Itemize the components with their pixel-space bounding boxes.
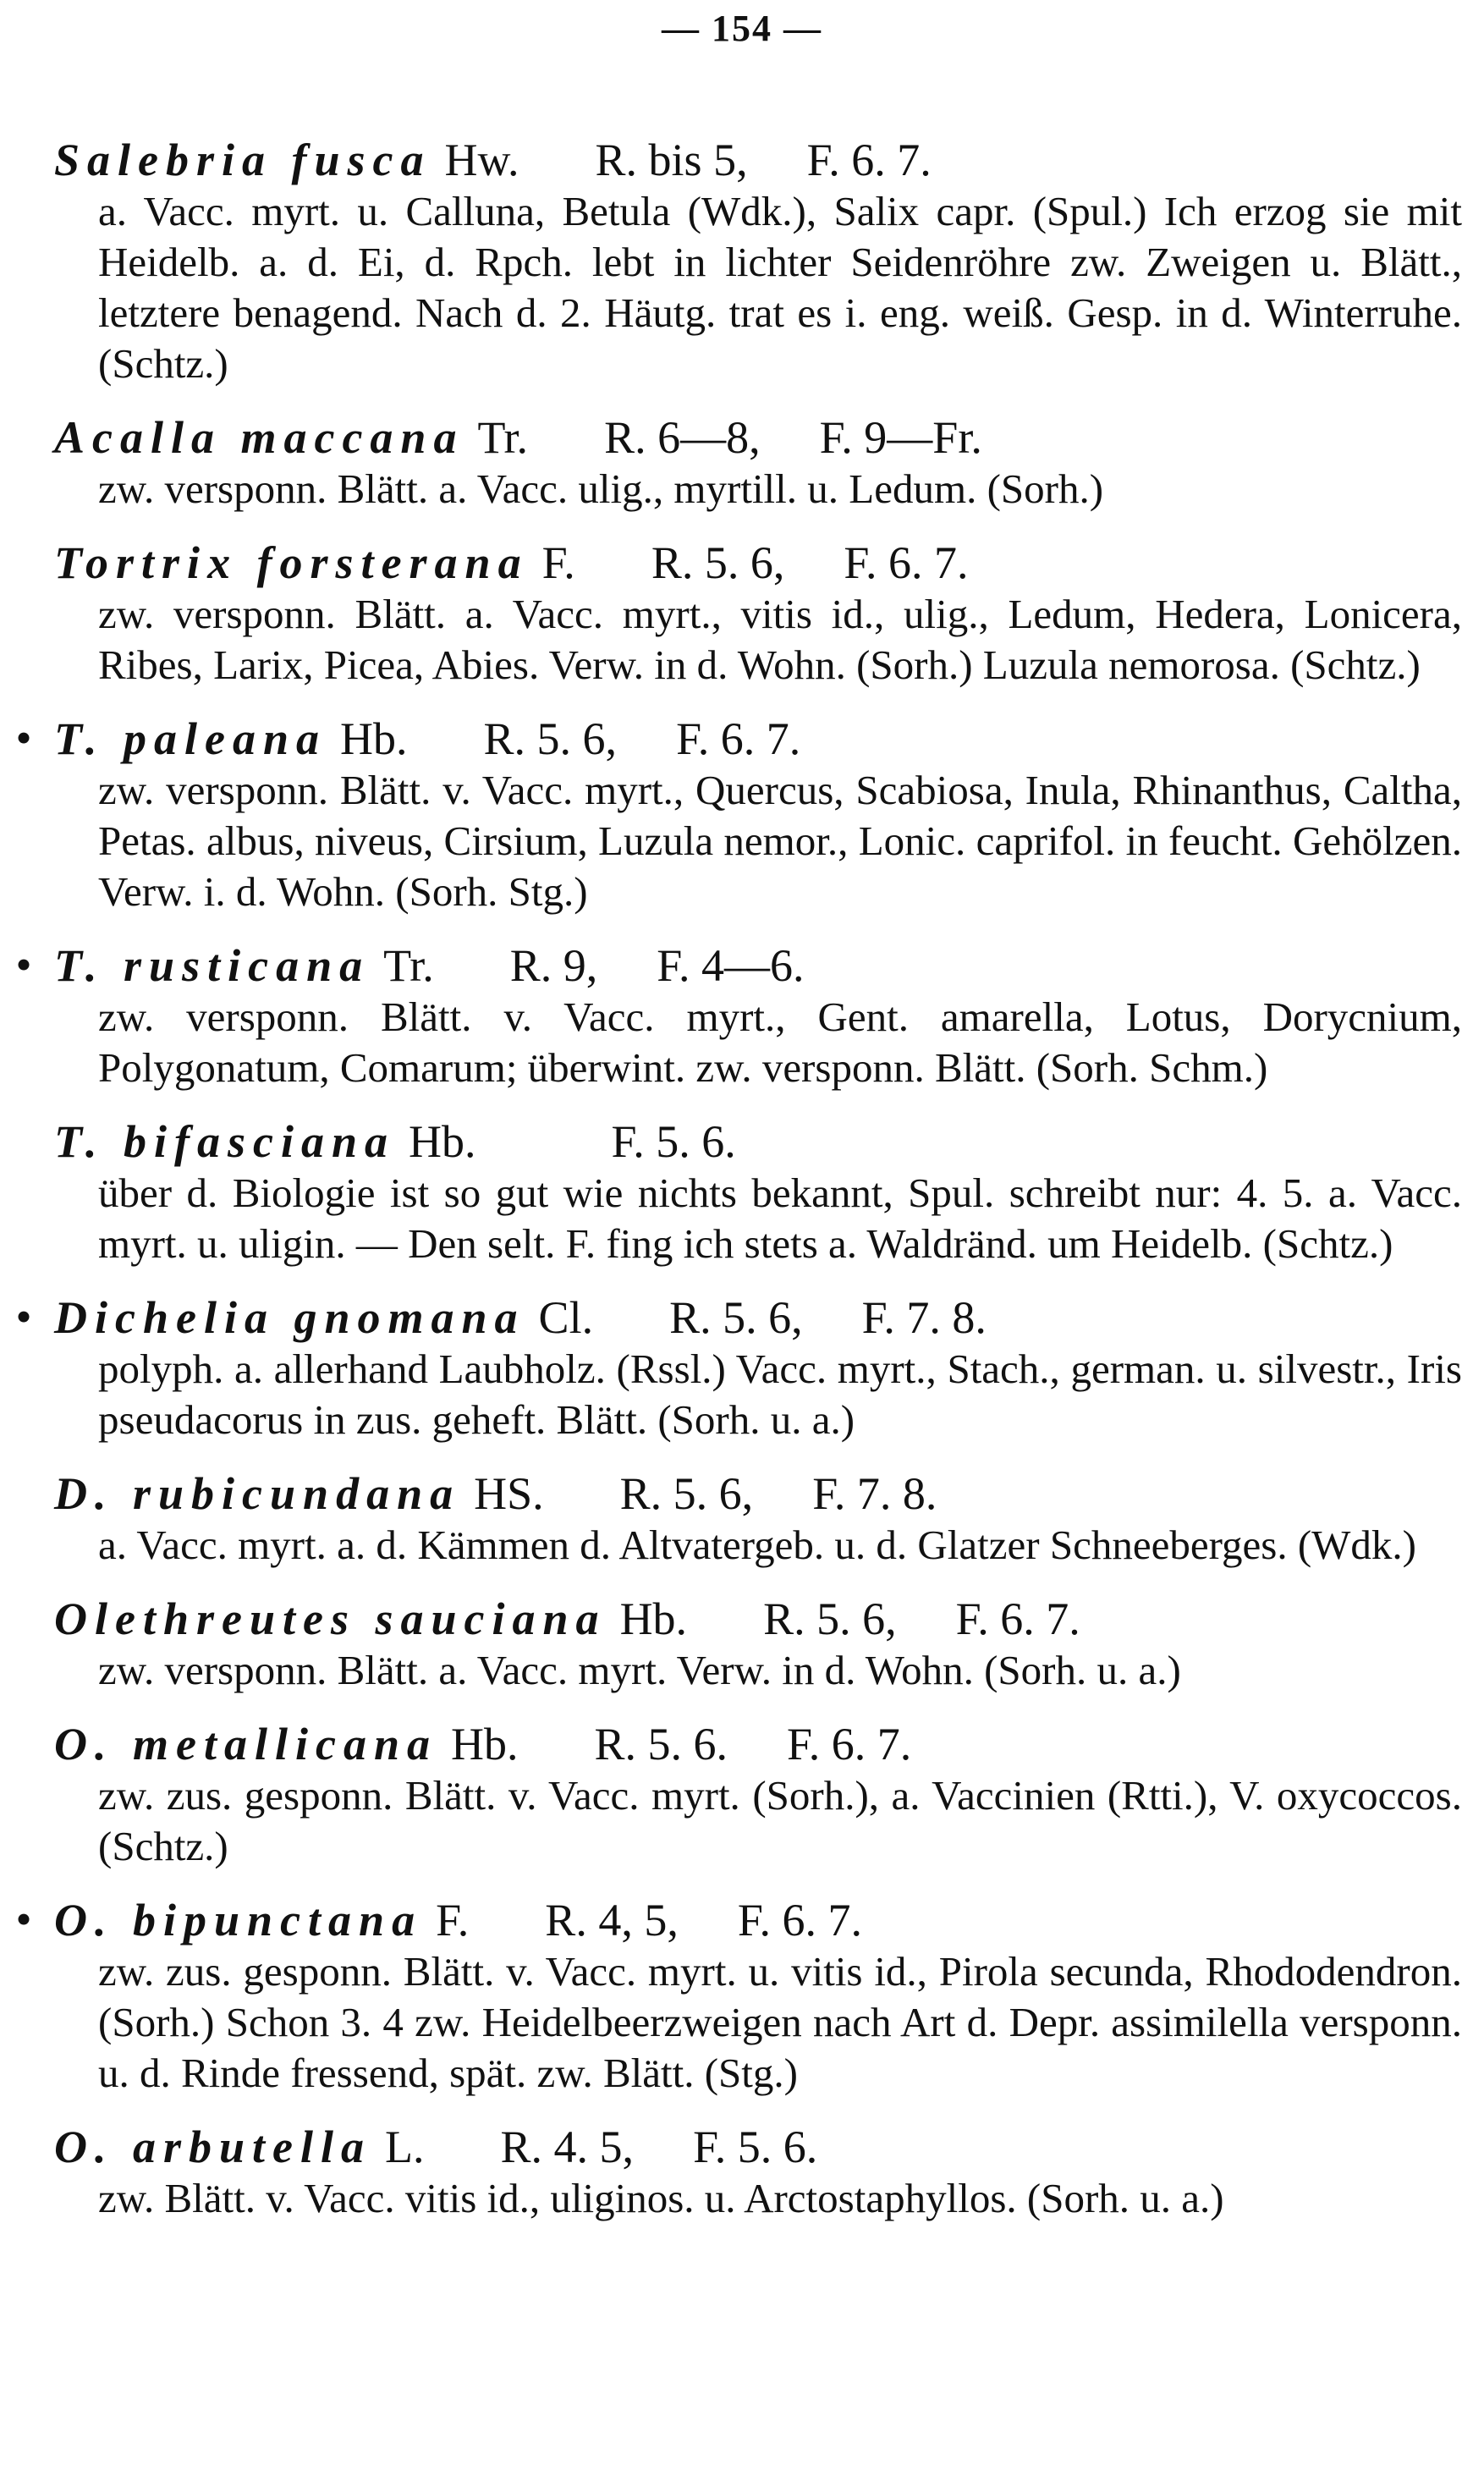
larva-period: R. 4, 5, <box>545 1895 679 1945</box>
species-author: L. <box>385 2122 425 2172</box>
entry-heading <box>54 1291 1462 1344</box>
species-entry <box>49 1593 1462 1696</box>
species-description: zw. versponn. Blätt. a. Vacc. ulig., myrtill. u. Ledum. (Sorh.) <box>98 465 1104 512</box>
species-entry <box>16 713 1462 917</box>
species-description: zw. versponn. Blätt. a. Vacc. myrt., vitis id., ulig., Ledum, Hedera, Lonicera, Ribes, Larix, Picea, Abies. Verw. in d. Wohn. (Sorh.) Luzula nemorosa. (Schtz.) <box>98 591 1462 688</box>
species-name: T. rusticana <box>54 940 371 991</box>
species-name: Olethreutes sauciana <box>54 1593 607 1644</box>
species-author: HS. <box>474 1468 544 1519</box>
species-description: zw. versponn. Blätt. v. Vacc. myrt., Quercus, Scabiosa, Inula, Rhinanthus, Caltha, Petas. albus, niveus, Cirsium, Luzula nemor., Lonic. caprifol. in feucht. Gehölzen. Verw. i. d. Wohn. (Sorh. Stg.) <box>98 767 1462 915</box>
species-entry <box>49 134 1462 389</box>
entry-heading <box>54 134 1462 186</box>
page-number: — 154 — <box>662 8 822 49</box>
entry-heading <box>54 2121 1462 2173</box>
species-author: Hb. <box>409 1116 476 1167</box>
species-name: O. metallicana <box>54 1719 437 1769</box>
flight-period: F. 5. 6. <box>693 2122 818 2172</box>
entry-heading <box>54 1894 1462 1946</box>
larva-period: R. bis 5, <box>595 135 748 185</box>
species-description: zw. zus. gesponn. Blätt. v. Vacc. myrt. u. vitis id., Pirola secunda, Rhododendron. (Sorh.) Schon 3. 4 zw. Heidelbeerzweigen nach Art d. Depr. assimilella versponn. u. d. Rinde fressend, spät. zw. Blätt. (Stg.) <box>98 1948 1462 2096</box>
species-entry <box>49 1467 1462 1571</box>
species-author: Cl. <box>538 1292 594 1343</box>
species-list <box>16 134 1462 2246</box>
species-author: Tr. <box>477 412 529 463</box>
species-author: Hb. <box>450 1719 519 1769</box>
species-entry <box>49 411 1462 515</box>
flight-period: F. 4—6. <box>657 940 805 991</box>
entry-heading <box>54 411 1462 464</box>
larva-period: R. 9, <box>509 940 598 991</box>
species-name: Salebria fusca <box>54 135 431 185</box>
species-author: F. <box>436 1895 470 1945</box>
species-entry <box>49 537 1462 691</box>
flight-period: F. 9—Fr. <box>819 412 982 463</box>
entry-heading <box>54 713 1462 765</box>
species-description: polyph. a. allerhand Laubholz. (Rssl.) Vacc. myrt., Stach., german. u. silvestr., Iris pseudacorus in zus. geheft. Blätt. (Sorh. u. a.) <box>98 1346 1462 1443</box>
species-entry <box>16 1291 1462 1445</box>
species-entry <box>49 1115 1462 1269</box>
species-name: O. arbutella <box>54 2122 372 2172</box>
species-description: über d. Biologie ist so gut wie nichts bekannt, Spul. schreibt nur: 4. 5. a. Vacc. myrt. u. uligin. — Den selt. F. fing ich stets a. Waldränd. um Heidelb. (Schtz.) <box>98 1169 1462 1267</box>
species-name: Tortrix forsterana <box>54 537 529 588</box>
larva-period: R. 5. 6, <box>763 1593 897 1644</box>
species-description: zw. zus. gesponn. Blätt. v. Vacc. myrt. (Sorh.), a. Vaccinien (Rtti.), V. oxycoccos. (Schtz.) <box>98 1772 1462 1869</box>
entry-heading <box>54 1115 1462 1168</box>
species-description: zw. Blätt. v. Vacc. vitis id., uliginos. u. Arctostaphyllos. (Sorh. u. a.) <box>98 2175 1224 2221</box>
species-entry <box>49 1718 1462 1872</box>
species-name: D. rubicundana <box>54 1468 461 1519</box>
species-name: T. bifasciana <box>54 1116 396 1167</box>
species-entry <box>16 939 1462 1093</box>
species-author: Tr. <box>383 940 434 991</box>
species-description: zw. versponn. Blätt. a. Vacc. myrt. Verw. in d. Wohn. (Sorh. u. a.) <box>98 1647 1181 1693</box>
larva-period: R. 5. 6, <box>651 537 785 588</box>
flight-period: F. 6. 7. <box>787 1719 912 1769</box>
entry-heading <box>54 1467 1462 1520</box>
entry-mark: • <box>16 716 31 761</box>
larva-period: R. 5. 6, <box>619 1468 754 1519</box>
flight-period: F. 6. 7. <box>955 1593 1080 1644</box>
entry-mark: • <box>16 1295 31 1340</box>
flight-period: F. 5. 6. <box>611 1116 736 1167</box>
larva-period: R. 5. 6, <box>669 1292 803 1343</box>
flight-period: F. 6. 7. <box>676 713 801 764</box>
species-entry <box>49 2121 1462 2224</box>
species-description: a. Vacc. myrt. u. Calluna, Betula (Wdk.), Salix capr. (Spul.) Ich erzog sie mit Heidelb. a. d. Ei, d. Rpch. lebt in lichter Seidenröhre zw. Zweigen u. Blätt., letztere benagend. Nach d. 2. Häutg. trat es i. eng. weiß. Gesp. in d. Winterruhe. (Schtz.) <box>98 188 1462 387</box>
species-author: Hb. <box>340 713 408 764</box>
species-author: F. <box>541 537 575 588</box>
flight-period: F. 6. 7. <box>737 1895 863 1945</box>
larva-period: R. 6—8, <box>604 412 761 463</box>
entry-mark: • <box>16 943 31 988</box>
species-description: zw. versponn. Blätt. v. Vacc. myrt., Gent. amarella, Lotus, Dorycnium, Polygonatum, Comarum; überwint. zw. versponn. Blätt. (Sorh. Schm.) <box>98 993 1462 1091</box>
species-author: Hb. <box>619 1593 688 1644</box>
species-name: O. bipunctana <box>54 1895 423 1945</box>
entry-heading <box>54 537 1462 589</box>
larva-period: R. 4. 5, <box>500 2122 635 2172</box>
flight-period: F. 6. 7. <box>806 135 932 185</box>
flight-period: F. 7. 8. <box>861 1292 987 1343</box>
species-name: Dichelia gnomana <box>54 1292 525 1343</box>
entry-heading <box>54 939 1462 992</box>
larva-period: R. 5. 6, <box>483 713 618 764</box>
flight-period: F. 6. 7. <box>844 537 969 588</box>
species-entry <box>16 1894 1462 2099</box>
species-author: Hw. <box>444 135 519 185</box>
species-description: a. Vacc. myrt. a. d. Kämmen d. Altvatergeb. u. d. Glatzer Schneeberges. (Wdk.) <box>98 1522 1416 1568</box>
entry-mark: • <box>16 1897 31 1942</box>
larva-period: R. 5. 6. <box>594 1719 728 1769</box>
species-name: Acalla maccana <box>54 412 464 463</box>
entry-heading <box>54 1718 1462 1770</box>
species-name: T. paleana <box>54 713 327 764</box>
entry-heading <box>54 1593 1462 1645</box>
flight-period: F. 7. 8. <box>812 1468 937 1519</box>
